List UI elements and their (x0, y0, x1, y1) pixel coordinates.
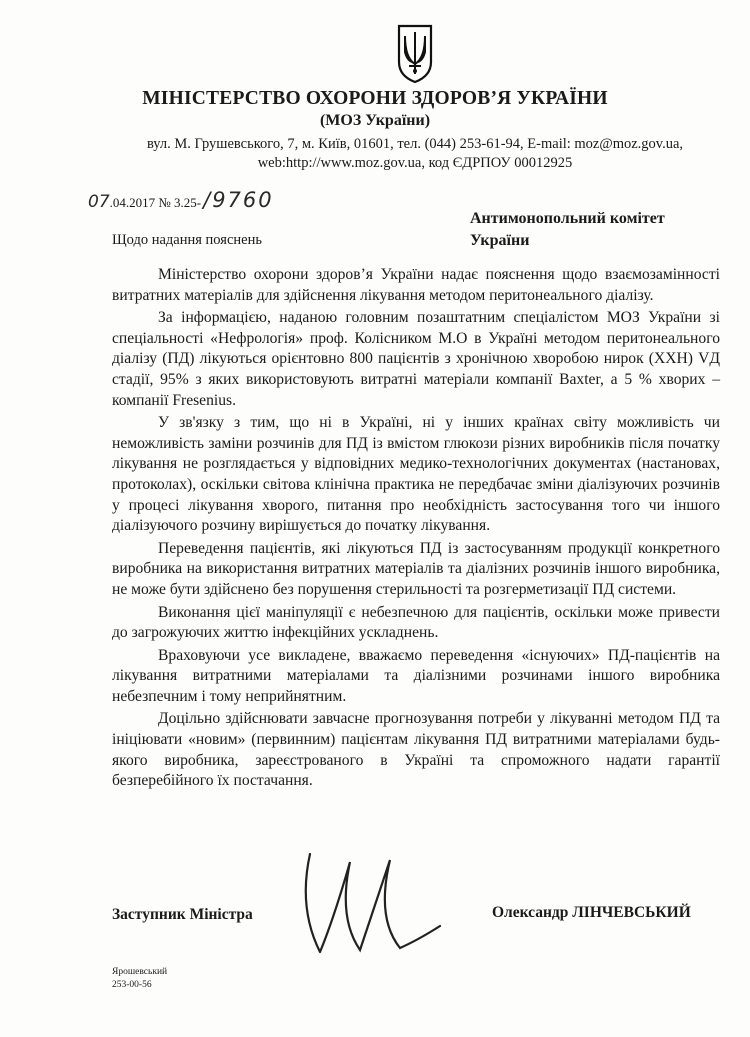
printed-date: .04.2017 № 3.25- (109, 195, 202, 210)
body-paragraph: Переведення пацієнтів, які лікуються ПД із застосуванням продукції конкретного виробника на використання витратних матеріалів та діалізних розчинів іншого виробника, не може бути здійснено без порушення стерильності та розгерметизації ПД системи. (112, 539, 720, 598)
executor-info (112, 966, 167, 992)
addressee-line: Антимонопольний комітет (470, 210, 665, 227)
body-paragraph: Виконання цієї маніпуляції є небезпечною для пацієнтів, оскільки може привести до загрожуючих життю інфекційних ускладнень. (112, 603, 720, 642)
ministry-address (120, 135, 710, 173)
body-paragraph: За інформацією, наданою головним позаштатним спеціалістом МОЗ України зі спеціальності «Нефрологія» проф. Колісником М.О в Україні методом перитонеального діалізу (ПД) лікуються орієнтовно 800 пацієнтів з хронічною хворобою нирок (ХХН) VД стадії, 95% з яких використовують витратні матеріали компанії Baxter, а 5 % хворих – компанії Fresenius. (112, 309, 720, 409)
handwritten-number: /9760 (203, 188, 274, 212)
address-line: web:http://www.moz.gov.ua, код ЄДРПОУ 00012925 (257, 155, 573, 171)
executor-name: Ярошевський (112, 967, 168, 977)
addressee-line: України (470, 232, 530, 249)
body-paragraph: Доцільно здійснювати завчасне прогнозування потреби у лікуванні методом ПД та ініціювати «новим» (первинним) пацієнтам лікування ПД витратними матеріалами будь-якого виробника, зареєстрованого в Україні та спроможного надати гарантії безперебійного їх постачання. (112, 710, 720, 790)
handwritten-signature-icon (290, 848, 460, 958)
body-paragraph: У зв'язку з тим, що ні в Україні, ні у інших країнах світу можливість чи неможливість заміни розчинів для ПД із вмістом глюкози різних виробників після початку лікування не розглядається у відповідних медико-технологічних документах (настановах, протоколах), оскільки світова клінічна практика не передбачає зміни діалізуючих розчинів у процесі лікування хворого, питання про необхідність застосування того чи іншого діалізуючого розчину вирішується до початку лікування. (112, 414, 720, 535)
handwritten-day: 07 (88, 192, 110, 212)
trident-emblem-icon (395, 22, 435, 84)
ministry-abbreviation: (МОЗ України) (319, 112, 431, 129)
executor-phone: 253-00-56 (112, 980, 152, 990)
signatory-name: Олександр ЛІНЧЕВСЬКИЙ (492, 904, 691, 921)
letter-body (112, 265, 720, 794)
body-paragraph: Міністерство охорони здоров’я України надає пояснення щодо взаємозамінності витратних матеріалів для здійснення лікування методом перитонеального діалізу. (112, 266, 720, 304)
letter-subject: Щодо надання пояснень (112, 232, 262, 248)
addressee (470, 208, 720, 252)
registration-number (88, 188, 274, 212)
signatory-role: Заступник Міністра (112, 906, 253, 923)
address-line: вул. М. Грушевського, 7, м. Київ, 01601, тел. (044) 253-61-94, E-mail: moz@moz.gov.ua, (146, 136, 684, 152)
ministry-name: МІНІСТЕРСТВО ОХОРОНИ ЗДОРОВ’Я УКРАЇНИ (142, 88, 608, 109)
body-paragraph: Враховуючи усе викладене, вважаємо переведення «існуючих» ПД-пацієнтів на лікування витратними матеріалами та діалізними розчинами іншого виробника небезпечним і тому неприйнятним. (112, 646, 720, 705)
